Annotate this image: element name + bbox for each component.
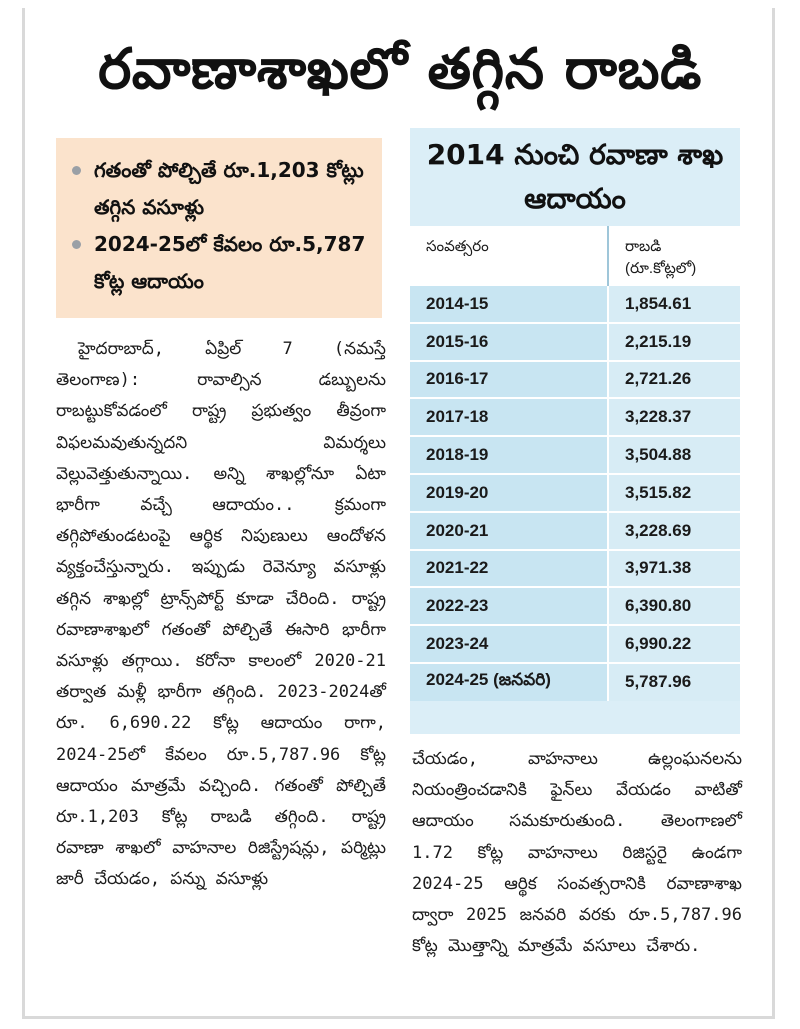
- table-row: [410, 625, 740, 663]
- highlight-text: 2024-25లో కేవలం రూ.5,787 కోట్ల ఆదాయం: [94, 232, 366, 293]
- highlight-box: [56, 138, 382, 318]
- table-row: [410, 398, 740, 436]
- revenue-cell: 3,228.69: [608, 512, 740, 550]
- year-cell: 2020-21: [410, 512, 608, 550]
- left-border-rule: [22, 8, 25, 1018]
- table-row: [410, 663, 740, 701]
- revenue-cell: 3,504.88: [608, 436, 740, 474]
- revenue-cell: 2,215.19: [608, 323, 740, 361]
- table-row: [410, 436, 740, 474]
- column-header-year: సంవత్సరం: [410, 227, 608, 285]
- highlight-item: [70, 152, 368, 226]
- table-row: [410, 550, 740, 588]
- revenue-table: [410, 226, 740, 701]
- year-cell: 2015-16: [410, 323, 608, 361]
- year-cell: 2019-20: [410, 474, 608, 512]
- table-row: [410, 323, 740, 361]
- revenue-cell: 3,228.37: [608, 398, 740, 436]
- revenue-cell: 3,515.82: [608, 474, 740, 512]
- year-cell: 2021-22: [410, 550, 608, 588]
- highlight-item: [70, 226, 368, 300]
- revenue-cell: 1,854.61: [608, 285, 740, 323]
- article-body-right: చేయడం, వాహనాలు ఉల్లంఘనలను నియంత్రించడానికి ఫైన్‌లు వేయడం వాటితో ఆదాయం సమకూరుతుంది. తెలంగాణలో 1.72 కోట్ల వాహనాలు రిజిస్టరై ఉండగా 2024-25 ఆర్థిక సంవత్సరానికి రవాణాశాఖ ద్వారా 2025 జనవరి వరకు రూ.5,787.96 కోట్ల మొత్తాన్ని మాత్రమే వసూలు చేశారు.: [412, 749, 742, 957]
- bottom-border-rule: [22, 1016, 775, 1019]
- revenue-cell: 6,390.80: [608, 587, 740, 625]
- table-header-row: [410, 227, 740, 285]
- year-cell: 2022-23: [410, 587, 608, 625]
- column-header-revenue: రాబడి (రూ.కోట్లలో): [608, 227, 740, 285]
- year-cell: 2018-19: [410, 436, 608, 474]
- article-body-left: హైదరాబాద్, ఏప్రిల్ 7 (నమస్తే తెలంగాణ): రావాల్సిన డబ్బులను రాబట్టుకోవడంలో రాష్ట్ర ప్రభుత్వం తీవ్రంగా విఫలమవుతున్నదని విమర్శలు వెల్లువెత్తుతున్నాయి. అన్ని శాఖల్లోనూ ఏటా భారీగా వచ్చే ఆదాయం.. క్రమంగా తగ్గిపోతుండటంపై ఆర్థిక నిపుణులు ఆందోళన వ్యక్తంచేస్తున్నారు. ఇప్పుడు రెవెన్యూ వసూళ్లు తగ్గిన శాఖల్లో ట్రాన్స్‌పోర్ట్ కూడా చేరింది. రాష్ట్ర రవాణాశాఖలో గతంతో పోల్చితే ఈసారి భారీగా వసూళ్లు తగ్గాయి. కరోనా కాలంలో 2020-21 తర్వాత మళ్లీ భారీగా తగ్గింది. 2023-2024తో రూ. 6,690.22 కోట్ల ఆదాయం రాగా, 2024-25లో కేవలం రూ.5,787.96 కోట్ల ఆదాయం మాత్రమే వచ్చింది. గతంతో పోల్చితే రూ.1,203 కోట్ల రాబడి తగ్గింది. రాష్ట్ర రవాణా శాఖలో వాహనాల రిజిస్ట్రేషన్లు, పర్మిట్లు జారీ చేయడం, పన్ను వసూళ్లు: [56, 339, 386, 890]
- highlight-text: గతంతో పోల్చితే రూ.1,203 కోట్లు తగ్గిన వసూళ్లు: [94, 158, 364, 219]
- year-cell: 2024-25 (జనవరి): [410, 663, 608, 701]
- year-cell: 2016-17: [410, 361, 608, 399]
- table-row: [410, 587, 740, 625]
- revenue-cell: 6,990.22: [608, 625, 740, 663]
- bullet-icon: [72, 240, 81, 249]
- table-row: [410, 512, 740, 550]
- revenue-cell: 5,787.96: [608, 663, 740, 701]
- headline: రవాణాశాఖలో తగ్గిన రాబడి: [98, 37, 702, 102]
- revenue-cell: 2,721.26: [608, 361, 740, 399]
- table-title: 2014 నుంచి రవాణా శాఖ ఆదాయం: [426, 138, 724, 215]
- year-cell: 2014-15: [410, 285, 608, 323]
- revenue-cell: 3,971.38: [608, 550, 740, 588]
- bullet-icon: [72, 166, 81, 175]
- table-row: [410, 361, 740, 399]
- table-row: [410, 285, 740, 323]
- revenue-table-box: [410, 128, 740, 734]
- right-border-rule: [772, 8, 775, 1018]
- year-cell: 2017-18: [410, 398, 608, 436]
- table-row: [410, 474, 740, 512]
- year-cell: 2023-24: [410, 625, 608, 663]
